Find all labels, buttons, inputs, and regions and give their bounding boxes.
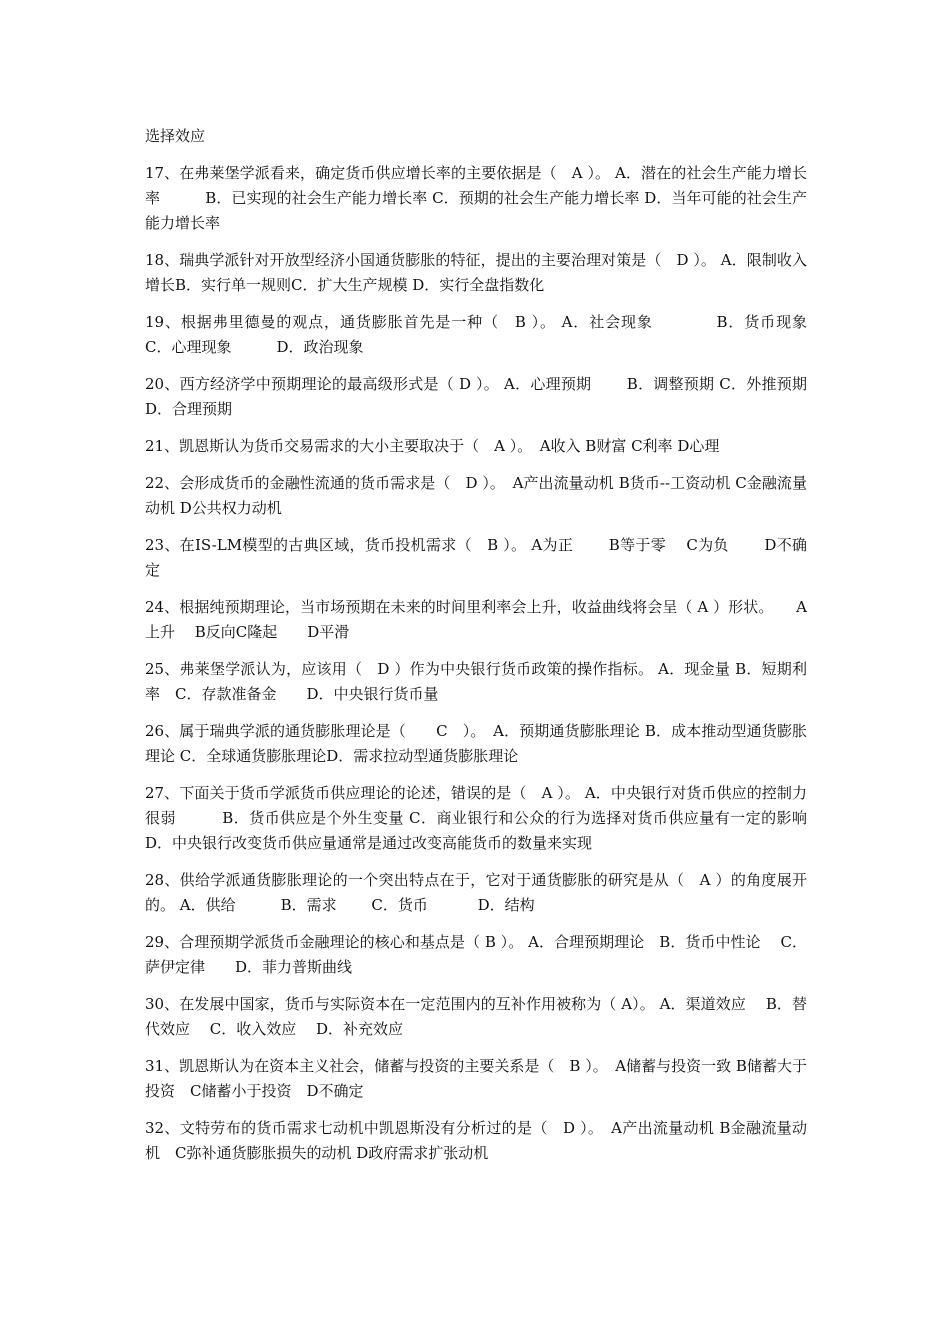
- question-17: 17、在弗莱堡学派看来，确定货币供应增长率的主要依据是（ A ）。 A．潜在的社会生产能力增长率 B．已实现的社会生产能力增长率 C．预期的社会生产能力增长率 D．当年可能的社会生产能力增长率: [145, 164, 807, 232]
- question-20: 20、西方经济学中预期理论的最高级形式是（ D ）。 A．心理预期 B．调整预期 C．外推预期 D．合理预期: [145, 375, 838, 418]
- question-27: 27、下面关于货币学派货币供应理论的论述，错误的是（ A ）。 A．中央银行对货币供应的控制力很弱 B．货币供应是个外生变量 C．商业银行和公众的行为选择对货币供应量有一定的影响 D．中央银行改变货币供应量通常是通过改变高能货币的数量来实现: [145, 784, 812, 852]
- question-24: 24、根据纯预期理论，当市场预期在未来的时间里利率会上升，收益曲线将会呈（ A ）形状。 A上升 B反向C隆起 D平滑: [145, 598, 807, 641]
- question-31: 31、凯恩斯认为在资本主义社会，储蓄与投资的主要关系是（ B ）。 A储蓄与投资一致 B储蓄大于投资 C储蓄小于投资 D不确定: [145, 1057, 807, 1100]
- question-19: 19、根据弗里德曼的观点，通货膨胀首先是一种（ B ）。 A．社会现象 B．货币现象 C．心理现象 D．政治现象: [145, 313, 827, 356]
- question-30: 30、在发展中国家，货币与实际资本在一定范围内的互补作用被称为（ A）。 A．渠道效应 B．替代效应 C．收入效应 D．补充效应: [145, 995, 807, 1038]
- question-29: 29、合理预期学派货币金融理论的核心和基点是（ B ）。 A．合理预期理论 B．货币中性论 C．萨伊定律 D．菲力普斯曲线: [145, 933, 807, 976]
- question-25: 25、弗莱堡学派认为，应该用（ D ）作为中央银行货币政策的操作指标。 A．现金量 B．短期利率 C．存款准备金 D．中央银行货币量: [145, 660, 807, 703]
- question-28: 28、供给学派通货膨胀理论的一个突出特点在于，它对于通货膨胀的研究是从（ A ）的角度展开的。 A．供给 B．需求 C．货币 D．结构: [145, 871, 807, 914]
- question-32: 32、文特劳布的货币需求七动机中凯恩斯没有分析过的是（ D ）。 A产出流量动机 B金融流量动机 C弥补通货膨胀损失的动机 D政府需求扩张动机: [145, 1119, 807, 1162]
- question-18: 18、瑞典学派针对开放型经济小国通货膨胀的特征，提出的主要治理对策是（ D ）。 A．限制收入增长B．实行单一规则C．扩大生产规模 D．实行全盘指数化: [145, 251, 807, 294]
- header-text: 选择效应: [145, 127, 206, 145]
- question-21: 21、凯恩斯认为货币交易需求的大小主要取决于（ A ）。 A收入 B财富 C利率 D心理: [145, 437, 720, 455]
- question-22: 22、会形成货币的金融性流通的货币需求是（ D ）。 A产出流量动机 B货币--工资动机 C金融流量动机 D公共权力动机: [145, 474, 807, 517]
- question-23: 23、在IS-LM模型的古典区域，货币投机需求（ B ）。 A为正 B等于零 C为负 D不确定: [145, 536, 807, 579]
- document-body: [145, 124, 838, 1178]
- question-26: 26、属于瑞典学派的通货膨胀理论是（ C ）。 A．预期通货膨胀理论 B．成本推动型通货膨胀理论 C．全球通货膨胀理论D．需求拉动型通货膨胀理论: [145, 722, 807, 765]
